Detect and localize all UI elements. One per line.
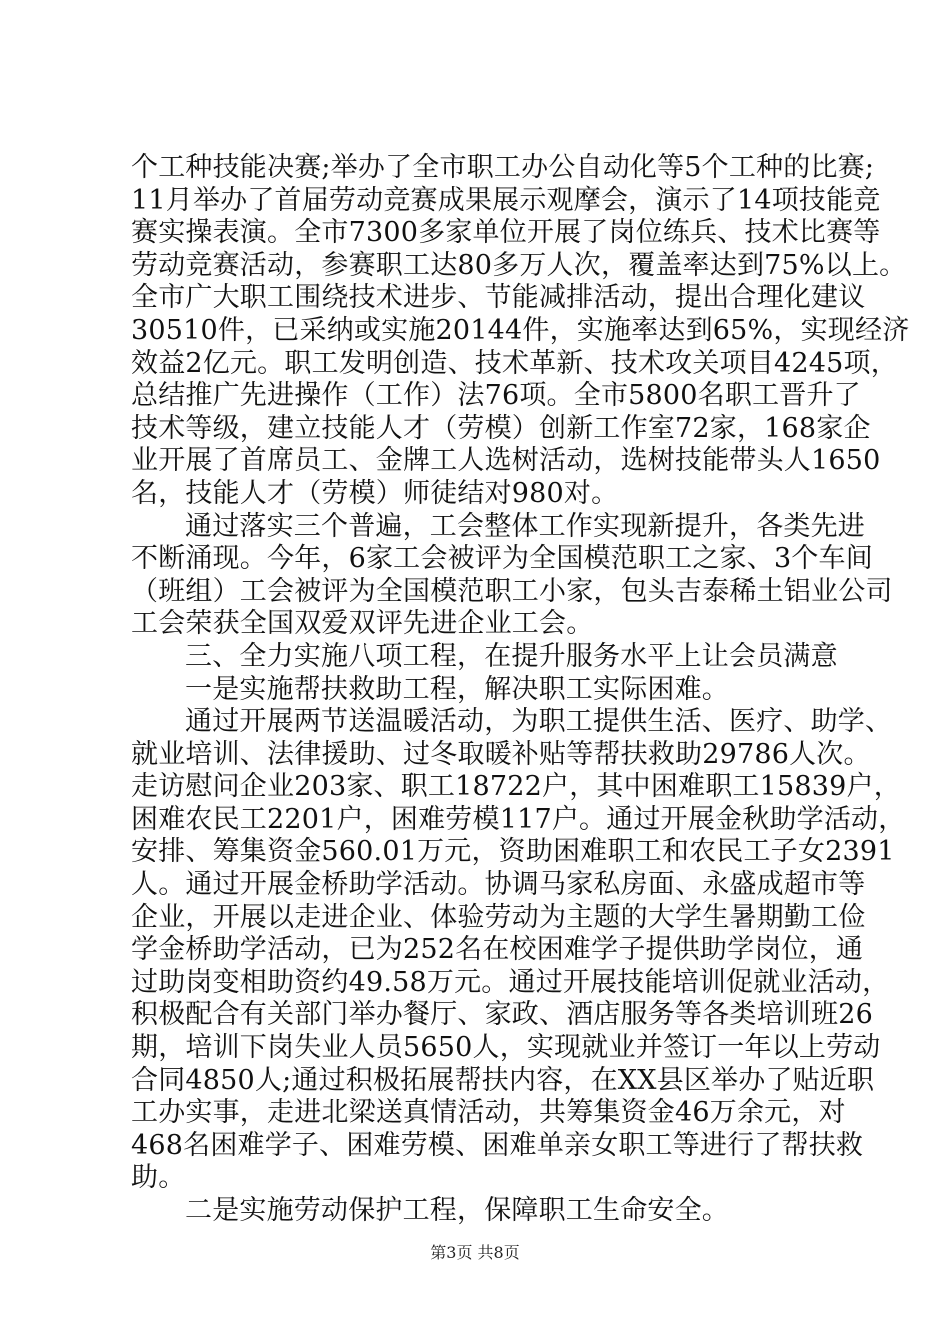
text-line: 走访慰问企业203家、职工18722户，其中困难职工15839户， xyxy=(131,771,901,803)
page-number-footer: 第3页 共8页 xyxy=(430,1243,520,1262)
text-line: 企业，开展以走进企业、体验劳动为主题的大学生暑期勤工俭 xyxy=(131,901,866,933)
text-line: 助。 xyxy=(131,1162,186,1194)
paragraph-start-line: 通过开展两节送温暖活动，为职工提供生活、医疗、助学、 xyxy=(185,706,893,738)
section-heading: 三、全力实施八项工程，在提升服务水平上让会员满意 xyxy=(185,640,838,672)
text-line: 合同4850人;通过积极拓展帮扶内容，在XX县区举办了贴近职 xyxy=(131,1064,875,1096)
text-line: 积极配合有关部门举办餐厅、家政、酒店服务等各类培训班26 xyxy=(131,999,873,1031)
paragraph-start-line: 通过落实三个普遍，工会整体工作实现新提升，各类先进 xyxy=(185,510,865,542)
text-line: 全市广大职工围绕技术进步、节能减排活动，提出合理化建议 xyxy=(131,282,866,314)
text-line: 不断涌现。今年，6家工会被评为全国模范职工之家、3个车间 xyxy=(131,543,873,575)
text-line: 工办实事，走进北梁送真情活动，共筹集资金46万余元，对 xyxy=(131,1097,846,1129)
text-line: 30510件，已采纳或实施20144件，实施率达到65%，实现经济 xyxy=(131,314,910,346)
text-line: 个工种技能决赛;举办了全市职工办公自动化等5个工种的比赛; xyxy=(131,152,875,183)
text-line: 过助岗变相助资约49.58万元。通过开展技能培训促就业活动， xyxy=(131,966,890,998)
document-body xyxy=(131,152,910,1228)
text-line: 名，技能人才（劳模）师徒结对980对。 xyxy=(131,477,619,509)
subsection-heading: 二是实施劳动保护工程，保障职工生命安全。 xyxy=(185,1195,729,1226)
text-line: 学金桥助学活动，已为252名在校困难学子提供助学岗位，通 xyxy=(131,934,864,966)
text-line: 总结推广先进操作（工作）法76项。全市5800名职工晋升了 xyxy=(131,380,861,412)
text-line: 人。通过开展金桥助学活动。协调马家私房面、永盛成超市等 xyxy=(131,869,866,901)
text-line: 468名困难学子、困难劳模、困难单亲女职工等进行了帮扶救 xyxy=(131,1129,864,1161)
text-line: 技术等级，建立技能人才（劳模）创新工作室72家，168家企 xyxy=(131,412,871,444)
text-line: 业开展了首席员工、金牌工人选树活动，选树技能带头人1650 xyxy=(131,445,881,477)
text-line: 期，培训下岗失业人员5650人，实现就业并签订一年以上劳动 xyxy=(131,1032,881,1064)
text-line: 困难农民工2201户，困难劳模117户。通过开展金秋助学活动， xyxy=(131,803,906,835)
text-line: （班组）工会被评为全国模范职工小家，包头吉泰稀土铝业公司 xyxy=(131,575,893,607)
text-line: 11月举办了首届劳动竞赛成果展示观摩会，演示了14项技能竞 xyxy=(131,184,881,216)
text-line: 安排、筹集资金560.01万元，资助困难职工和农民工子女2391 xyxy=(131,836,895,868)
text-line: 效益2亿元。职工发明创造、技术革新、技术攻关项目4245项， xyxy=(131,347,898,379)
text-line: 劳动竞赛活动，参赛职工达80多万人次，覆盖率达到75%以上。 xyxy=(131,249,907,281)
text-line: 就业培训、法律援助、过冬取暖补贴等帮扶救助29786人次。 xyxy=(131,738,871,770)
text-line: 赛实操表演。全市7300多家单位开展了岗位练兵、技术比赛等 xyxy=(131,217,881,249)
text-line: 工会荣获全国双爱双评先进企业工会。 xyxy=(131,608,594,640)
subsection-heading: 一是实施帮扶救助工程，解决职工实际困难。 xyxy=(185,673,729,705)
